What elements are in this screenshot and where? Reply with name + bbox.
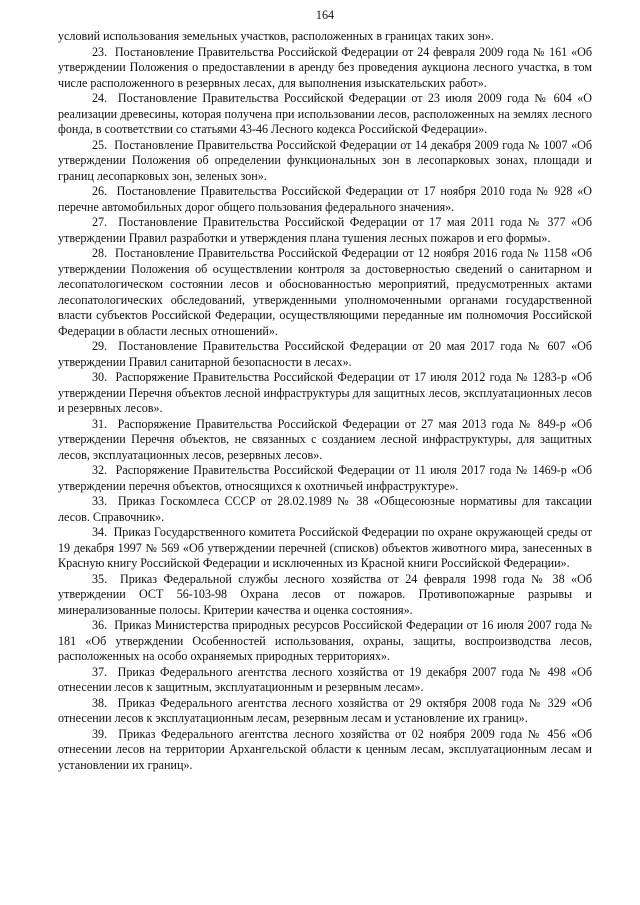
list-item: [58, 525, 592, 572]
list-item: [58, 696, 592, 727]
list-item: [58, 370, 592, 417]
list-item: [58, 417, 592, 464]
list-item: [58, 339, 592, 370]
list-item: [58, 45, 592, 92]
list-item: [58, 463, 592, 494]
item-text: Постановление Правительства Российской Федерации от 17 ноября 2010 года № 928 «О перечне автомобильных дорог общего пользования федерального значения».: [58, 184, 593, 214]
item-number: 26.: [92, 184, 108, 198]
document-page: [58, 8, 592, 773]
item-text: Приказ Государственного комитета Российской Федерации по охране окружающей среды от 19 декабря 1997 № 569 «Об утверждении перечней (списков) объектов животного мира, занесенных в Красную книгу Российской Федерации и исключенных из Красной книги Российской Федерации».: [58, 525, 592, 570]
item-text: Постановление Правительства Российской Федерации от 24 февраля 2009 года № 161 «Об утверждении Положения о предоставлении в аренду без проведения аукциона лесного участка, в том числе расположенного в резервных лесах, для выполнения изыскательских работ».: [58, 44, 593, 90]
item-number: 38.: [92, 695, 108, 710]
intro-paragraph: условий использования земельных участков, расположенных в границах таких зон».: [58, 29, 494, 43]
item-number: 27.: [92, 215, 108, 229]
item-text: Постановление Правительства Российской Федерации от 23 июля 2009 года № 604 «О реализации древесины, которая получена при использовании лесов, расположенных на землях лесного фонда, в соответствии со статьями 43-46 Лесного кодекса Российской Федерации».: [58, 91, 592, 136]
item-number: 39.: [92, 726, 108, 741]
list-item: [58, 184, 592, 215]
item-text: Распоряжение Правительства Российской Федерации от 17 июля 2012 года № 1283-р «Об утверждении Перечня объектов лесной инфраструктуры для защитных лесов, эксплуатационных лесов и резервных лесов».: [58, 370, 592, 415]
item-number: 31.: [92, 416, 108, 431]
item-text: Приказ Госкомлеса СССР от 28.02.1989 № 38 «Общесоюзные нормативы для таксации лесов. Справочник».: [58, 494, 592, 524]
item-text: Приказ Федерального агентства лесного хозяйства от 19 декабря 2007 года № 498 «Об отнесении лесов к защитным, эксплуатационным и резервным лесам».: [58, 664, 592, 694]
item-text: Приказ Министерства природных ресурсов Российской Федерации от 16 июля 2007 года № 181 «Об утверждении Особенностей использования, охраны, защиты, воспроизводства лесов, расположенных на особо охраняемых природных территориях».: [58, 618, 592, 663]
list-item: [58, 215, 592, 246]
list-item: [58, 91, 592, 138]
item-text: Распоряжение Правительства Российской Федерации от 11 июля 2017 года № 1469-р «Об утверждении перечня объектов, относящихся к охотничьей инфраструктуре».: [58, 463, 593, 493]
item-number: 29.: [92, 339, 108, 353]
item-number: 30.: [92, 370, 108, 384]
item-number: 24.: [92, 91, 108, 105]
item-number: 35.: [92, 571, 108, 586]
list-item: [58, 572, 592, 619]
item-number: 25.: [92, 137, 108, 152]
item-number: 37.: [92, 664, 108, 679]
list-item: [58, 138, 592, 185]
item-number: 23.: [92, 44, 108, 59]
list-item: [58, 727, 592, 774]
item-text: Постановление Правительства Российской Федерации от 14 декабря 2009 года № 1007 «Об утверждении Положения об определении функциональных зон в лесопарковых зонах, площади и границ лесопарковых зон, зеленых зон».: [58, 137, 593, 183]
reference-list: [58, 45, 592, 774]
page-number: 164: [315, 8, 335, 22]
list-item: [58, 494, 592, 525]
list-item: [58, 665, 592, 696]
item-number: 32.: [92, 463, 108, 477]
item-number: 28.: [92, 246, 108, 260]
list-item: [58, 246, 592, 339]
item-text: Приказ Федерального агентства лесного хозяйства от 29 октября 2008 года № 329 «Об отнесении лесов к эксплуатационным лесам, резервным лесам и установление их границ».: [58, 695, 592, 725]
item-text: Постановление Правительства Российской Федерации от 17 мая 2011 года № 377 «Об утверждении Правил разработки и утверждения плана тушения лесных пожаров и его формы».: [58, 215, 592, 245]
item-text: Приказ Федерального агентства лесного хозяйства от 02 ноября 2009 года № 456 «Об отнесении лесов на территории Архангельской области к ценным лесам, эксплуатационным лесам и установлении их границ».: [58, 726, 593, 772]
item-text: Приказ Федеральной службы лесного хозяйства от 24 февраля 1998 года № 38 «Об утверждении ОСТ 56-103-98 Охрана лесов от пожаров. Противопожарные разрывы и минерализованные полосы. Критерии качества и оценка состояния».: [58, 571, 592, 617]
item-number: 36.: [92, 618, 108, 632]
item-number: 33.: [92, 494, 108, 508]
list-item: [58, 618, 592, 665]
item-text: Распоряжение Правительства Российской Федерации от 27 мая 2013 года № 849-р «Об утверждении Перечня объектов, не связанных с созданием лесной инфраструктуры, для защитных лесов, эксплуатационных лесов, резервных лесов».: [58, 416, 592, 462]
item-text: Постановление Правительства Российской Федерации от 12 ноября 2016 года № 1158 «Об утверждении Положения об осуществлении контроля за достоверностью сведений о санитарном и лесопатологическом состоянии лесов и обоснованностью мероприятий, предусмотренных актами лесопатологических обследований, утвержденными уполномоченными органами государственной власти субъектов Российской Федерации, осуществляющими переданные им полномочия Российской Федерации в области лесных отношений».: [58, 246, 592, 338]
item-text: Постановление Правительства Российской Федерации от 20 мая 2017 года № 607 «Об утверждении Правил санитарной безопасности в лесах».: [58, 339, 593, 369]
item-number: 34.: [92, 525, 108, 539]
